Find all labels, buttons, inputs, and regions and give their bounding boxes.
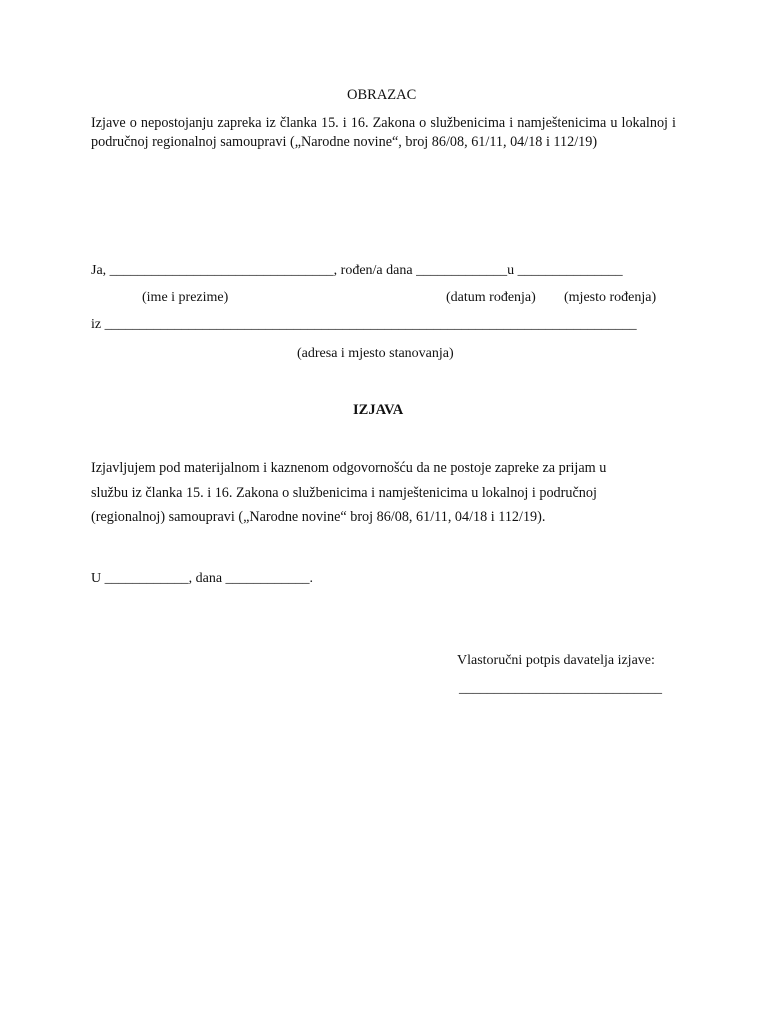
label-birth-date: (datum rođenja)	[446, 290, 536, 305]
label-name: (ime i prezime)	[142, 290, 229, 305]
label-birth-place: (mjesto rođenja)	[564, 290, 657, 305]
label-address: (adresa i mjesto stanovanja)	[297, 346, 454, 361]
signature-label: Vlastoručni potpis davatelja izjave:	[457, 653, 655, 668]
declaration-text	[91, 456, 681, 530]
declaration-line: (regionalnoj) samoupravi („Narodne novine“ broj 86/08, 61/11, 04/18 i 112/19).	[91, 509, 546, 525]
declaration-line: službu iz članka 15. i 16. Zakona o službenicima i namještenicima u lokalnoj i područnoj	[91, 484, 597, 501]
declaration-line: Izjavljujem pod materijalnom i kaznenom odgovornošću da ne postoje zapreke za prijam u	[91, 460, 607, 476]
signature-line: _____________________________	[459, 681, 662, 696]
address-line: iz ____________________________________________________________________________	[91, 317, 637, 332]
place-date-line: U ____________, dana ____________.	[91, 571, 314, 586]
form-title: OBRAZAC	[347, 87, 417, 103]
declaration-heading: IZJAVA	[353, 402, 404, 418]
form-intro: Izjave o nepostojanju zapreka iz članka 15. i 16. Zakona o službenicima i namještenicima u lokalnoj i područnoj regionalnoj samoupravi („Narodne novine“, broj 86/08, 61/11, 04/18 i 112/19)	[91, 115, 676, 150]
name-birth-line: Ja, ________________________________, rođen/a dana _____________u _______________	[91, 263, 623, 278]
